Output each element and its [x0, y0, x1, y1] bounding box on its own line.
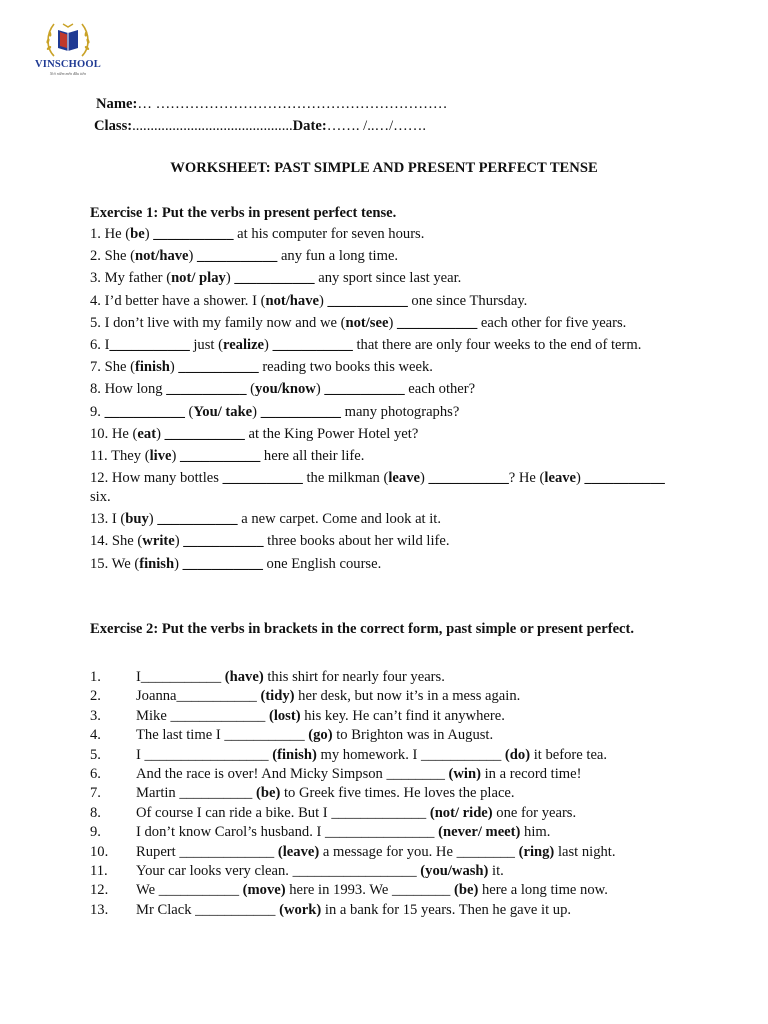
verb-or-blank: ___________ — [234, 270, 315, 287]
sentence-text: 8. How long — [90, 381, 167, 398]
sentence-text: this shirt for nearly four years. — [263, 669, 445, 685]
item-text — [136, 707, 505, 726]
sentence-text: the milkman ( — [302, 470, 389, 487]
verb-or-blank: ___________ — [164, 425, 245, 442]
name-line — [96, 95, 447, 113]
item-text — [136, 901, 571, 920]
sentence-text: ) — [318, 292, 328, 309]
exercise-1-item — [90, 532, 680, 554]
verb-or-blank: not/have — [135, 248, 189, 265]
exercise-2-item — [90, 862, 690, 881]
exercise-1-item — [90, 314, 680, 336]
verb-or-blank: ___________ — [104, 403, 185, 420]
verb-or-blank: (work) — [279, 901, 322, 918]
verb-or-blank: (move) — [242, 882, 286, 899]
exercise-1-item — [90, 269, 680, 291]
sentence-text: to Brighton was in August. — [332, 727, 494, 744]
sentence-text: ) — [169, 359, 179, 376]
verb-or-blank: You/ take — [193, 403, 253, 420]
item-text — [136, 823, 550, 842]
verb-or-blank: ___________ — [324, 381, 405, 398]
item-number: 1. — [90, 669, 101, 685]
sentence-text: 13. I ( — [90, 511, 126, 528]
sentence-text: 4. I’d better have a shower. I ( — [90, 292, 266, 309]
sentence-text: one for years. — [492, 804, 577, 821]
sentence-text: him. — [520, 824, 551, 841]
verb-or-blank: (have) — [224, 669, 264, 685]
sentence-text: my homework. I ___________ — [316, 746, 505, 763]
sentence-text: 10. He ( — [90, 425, 138, 442]
worksheet-title: WORKSHEET: PAST SIMPLE AND PRESENT PERFECT TENSE — [170, 160, 598, 176]
sentence-text: ) — [252, 403, 261, 420]
sentence-text: ( — [184, 403, 194, 420]
verb-or-blank: ___________ — [396, 314, 478, 331]
item-number: 8. — [90, 804, 101, 821]
item-text — [136, 881, 608, 900]
sentence-text: Of course I can ride a bike. But I _____________ — [136, 804, 430, 821]
verb-or-blank: finish — [135, 359, 170, 376]
sentence-text: ) — [388, 314, 397, 331]
exercise-1-item — [90, 425, 680, 447]
sentence-text: each other? — [404, 381, 476, 398]
sentence-text: any sport since last year. — [314, 270, 462, 287]
verb-or-blank: ___________ — [166, 381, 247, 398]
sentence-text: ) — [171, 447, 180, 464]
exercise-2-item — [90, 784, 690, 803]
exercise-1-item — [90, 247, 680, 269]
sentence-text: I _________________ — [136, 746, 273, 763]
verb-or-blank: (leave) — [277, 843, 320, 860]
class-blank: ............................................ — [132, 118, 293, 134]
date-blank: ……. /..…/……. — [326, 118, 427, 134]
verb-or-blank: ___________ — [428, 470, 509, 487]
sentence-text: ) — [156, 425, 165, 442]
class-date-line — [94, 117, 426, 135]
sentence-text: And the race is over! And Micky Simpson ________ — [136, 766, 449, 783]
exercise-2-heading: Exercise 2: Put the verbs in brackets in the correct form, past simple or present perfect. — [90, 621, 635, 637]
sentence-text: ) — [419, 470, 429, 487]
sentence-text: Mr Clack ___________ — [136, 901, 280, 918]
exercise-1-item — [90, 225, 680, 247]
verb-or-blank: you/know — [255, 381, 316, 398]
verb-or-blank: (be) — [454, 882, 479, 899]
verb-or-blank: (do) — [504, 746, 531, 763]
sentence-text: in a bank for 15 years. Then he gave it up. — [321, 901, 572, 918]
sentence-text: Joanna___________ — [136, 688, 261, 705]
sentence-text: 14. She ( — [90, 533, 143, 550]
sentence-text: ) — [188, 248, 198, 265]
logo-wordmark: VINSCHOOL — [35, 59, 101, 70]
exercise-1-heading: Exercise 1: Put the verbs in present perfect tense. — [90, 205, 397, 221]
sentence-text: Martin __________ — [136, 785, 256, 802]
class-label: Class: — [94, 118, 133, 134]
sentence-text: I don’t know Carol’s husband. I _______________ — [136, 824, 439, 841]
sentence-text: it. — [488, 863, 504, 880]
verb-or-blank: (finish) — [272, 746, 317, 763]
sentence-text: here all their life. — [260, 447, 365, 464]
sentence-text: ) — [148, 511, 158, 528]
verb-or-blank: ___________ — [222, 470, 303, 487]
sentence-text: ) — [264, 336, 273, 353]
exercise-1 — [90, 204, 680, 577]
exercise-2-item — [90, 765, 690, 784]
item-number: 2. — [90, 688, 101, 705]
verb-or-blank: finish — [139, 555, 175, 572]
sentence-text: just ( — [189, 336, 223, 353]
sentence-text: 11. They ( — [90, 447, 150, 464]
sentence-text: each other for five years. — [477, 314, 627, 331]
sentence-text: to Greek five times. He loves the place. — [280, 785, 515, 802]
exercise-2-item — [90, 687, 690, 706]
sentence-text: it before tea. — [530, 746, 608, 763]
verb-or-blank: ___________ — [183, 533, 264, 550]
verb-or-blank: realize — [222, 336, 265, 353]
verb-or-blank: eat — [137, 425, 157, 442]
item-number: 13. — [90, 901, 109, 918]
exercise-2-list — [90, 668, 690, 920]
item-text — [136, 804, 576, 823]
exercise-2-item — [90, 668, 690, 687]
exercise-1-item — [90, 447, 680, 469]
sentence-text: ) — [576, 470, 585, 487]
item-text — [136, 843, 616, 862]
verb-or-blank: (never/ meet) — [438, 824, 521, 841]
verb-or-blank: leave — [544, 470, 577, 487]
verb-or-blank: ___________ — [260, 403, 341, 420]
sentence-text: 1. He ( — [90, 226, 131, 242]
item-number: 5. — [90, 746, 101, 763]
sentence-text: a message for you. He ________ — [319, 843, 519, 860]
sentence-text: 15. We ( — [90, 555, 140, 572]
sentence-text: at his computer for seven hours. — [233, 226, 425, 242]
sentence-text: three books about her wild life. — [263, 533, 450, 550]
verb-or-blank: leave — [388, 470, 420, 487]
verb-or-blank: write — [142, 533, 175, 550]
verb-or-blank: ___________ — [182, 555, 263, 572]
sentence-text: one English course. — [262, 555, 382, 572]
item-number: 9. — [90, 824, 101, 841]
verb-or-blank: (you/wash) — [420, 863, 489, 880]
sentence-text: reading two books this week. — [258, 359, 433, 376]
sentence-text: Mike _____________ — [136, 707, 269, 724]
sentence-text: ) — [144, 226, 154, 242]
item-number: 11. — [90, 863, 108, 880]
item-number: 7. — [90, 785, 101, 802]
verb-or-blank: ___________ — [327, 292, 408, 309]
verb-or-blank: (ring) — [518, 843, 555, 860]
verb-or-blank: ___________ — [178, 359, 259, 376]
sentence-text: last night. — [554, 843, 616, 860]
sentence-text: 6. I — [90, 336, 110, 353]
sentence-text: ) — [174, 555, 183, 572]
sentence-text: that there are only four weeks to the end of term. — [352, 336, 642, 353]
name-label: Name: — [96, 96, 138, 112]
item-text — [136, 668, 445, 687]
item-text — [136, 765, 581, 784]
name-blank: … …………………………………………………… — [137, 96, 448, 112]
sentence-text: 5. I don’t live with my family now and we ( — [90, 314, 346, 331]
school-logo — [32, 18, 104, 80]
sentence-text: six. — [90, 489, 111, 506]
sentence-text: ( — [246, 381, 255, 398]
sentence-text: one since Thursday. — [407, 292, 528, 309]
exercise-1-item — [90, 358, 680, 380]
verb-or-blank: not/ play — [171, 270, 226, 287]
exercise-2-item — [90, 901, 690, 920]
exercise-1-list — [90, 225, 680, 577]
exercise-1-item — [90, 292, 680, 314]
exercise-1-item — [90, 510, 680, 532]
sentence-text: The last time I ___________ — [136, 727, 309, 744]
sentence-text: here in 1993. We ________ — [285, 882, 454, 899]
verb-or-blank: (be) — [256, 785, 281, 802]
sentence-text: in a record time! — [480, 766, 582, 783]
exercise-1-item — [90, 403, 680, 425]
verb-or-blank: ___________ — [157, 511, 238, 528]
exercise-2-item — [90, 881, 690, 900]
verb-or-blank: (win) — [448, 766, 481, 783]
exercise-2-item — [90, 707, 690, 726]
sentence-text: any fun a long time. — [277, 248, 399, 265]
sentence-text: We ___________ — [136, 882, 243, 899]
verb-or-blank: not/see — [345, 314, 389, 331]
verb-or-blank: ___________ — [180, 447, 261, 464]
sentence-text: Your car looks very clean. _________________ — [136, 863, 421, 880]
exercise-2-item — [90, 726, 690, 745]
item-number: 12. — [90, 882, 109, 899]
sentence-text: I___________ — [136, 669, 225, 685]
sentence-text: many photographs? — [340, 403, 460, 420]
sentence-text: 2. She ( — [90, 248, 135, 265]
verb-or-blank: (tidy) — [260, 688, 295, 705]
item-text — [136, 746, 607, 765]
verb-or-blank: (lost) — [268, 707, 301, 724]
verb-or-blank: ___________ — [272, 336, 353, 353]
exercise-2-item — [90, 823, 690, 842]
logo-tagline: Nơi niềm mến đầu tiên — [49, 71, 87, 76]
sentence-text: ) — [225, 270, 235, 287]
sentence-text: ? He ( — [508, 470, 545, 487]
exercise-1-item — [90, 469, 680, 510]
verb-or-blank: ___________ — [153, 226, 234, 242]
sentence-text: here a long time now. — [478, 882, 608, 899]
item-text — [136, 726, 493, 745]
exercise-2-item — [90, 804, 690, 823]
sentence-text: her desk, but now it’s in a mess again. — [294, 688, 521, 705]
sentence-text: ) — [315, 381, 325, 398]
sentence-text: 9. — [90, 403, 105, 420]
sentence-text: his key. He can’t find it anywhere. — [300, 707, 505, 724]
verb-or-blank: (not/ ride) — [429, 804, 493, 821]
sentence-text: ) — [174, 533, 184, 550]
exercise-1-item — [90, 555, 680, 577]
verb-or-blank: (go) — [308, 727, 333, 744]
exercise-1-item — [90, 336, 680, 358]
exercise-2-item — [90, 746, 690, 765]
sentence-text: 3. My father ( — [90, 270, 172, 287]
item-text — [136, 687, 520, 706]
sentence-text: Rupert _____________ — [136, 843, 278, 860]
laurel-book-icon — [42, 18, 94, 60]
verb-or-blank: ___________ — [584, 470, 665, 487]
exercise-2-item — [90, 843, 690, 862]
verb-or-blank: not/have — [265, 292, 319, 309]
item-number: 10. — [90, 843, 109, 860]
item-text — [136, 784, 515, 803]
verb-or-blank: be — [130, 226, 145, 242]
item-number: 3. — [90, 707, 101, 724]
verb-or-blank: ___________ — [197, 248, 278, 265]
verb-or-blank: buy — [125, 511, 149, 528]
sentence-text: 7. She ( — [90, 359, 135, 376]
item-text — [136, 862, 504, 881]
date-label: Date: — [292, 118, 327, 134]
exercise-1-item — [90, 380, 680, 402]
verb-or-blank: ___________ — [109, 336, 190, 353]
sentence-text: a new carpet. Come and look at it. — [237, 511, 442, 528]
sentence-text: at the King Power Hotel yet? — [244, 425, 419, 442]
item-number: 4. — [90, 727, 101, 744]
item-number: 6. — [90, 766, 101, 783]
sentence-text: 12. How many bottles — [90, 470, 223, 487]
verb-or-blank: live — [149, 447, 172, 464]
